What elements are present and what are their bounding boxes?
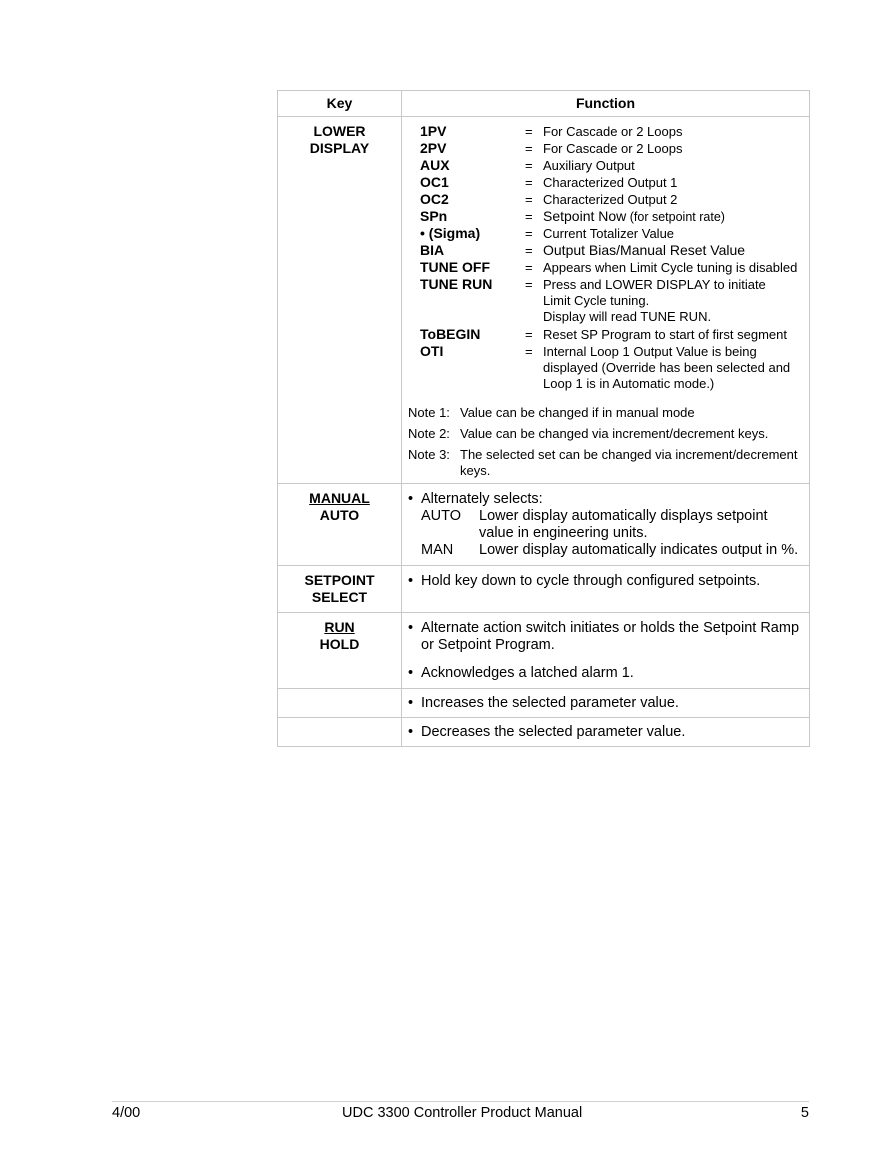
note-text — [460, 405, 803, 421]
description-line1: Characterized Output 1 — [543, 175, 678, 190]
header-function: Function — [402, 91, 810, 117]
footer-date: 4/00 — [112, 1105, 141, 1121]
description-line1: Press and LOWER DISPLAY to initiate — [543, 277, 766, 292]
description-line1: For Cascade or 2 Loops — [543, 124, 683, 139]
key-decrease-empty — [278, 718, 402, 747]
mode-label: AUTO — [421, 508, 462, 524]
code-description — [543, 242, 803, 259]
display-code: OTI — [420, 343, 444, 359]
code-description — [543, 192, 803, 208]
bullet-text — [421, 620, 803, 654]
code-description — [543, 208, 803, 225]
bullet: • — [408, 695, 414, 711]
bullet: • — [408, 665, 414, 681]
note-line1: Value can be changed if in manual mode — [460, 405, 695, 420]
bullet-text: Decreases the selected parameter value. — [421, 724, 686, 740]
description-line1: Internal Loop 1 Output Value is being — [543, 344, 757, 359]
key-label-line1: SETPOINT — [304, 572, 375, 588]
mode-label: MAN — [421, 542, 454, 558]
description-line1: Appears when Limit Cycle tuning is disabled — [543, 260, 798, 275]
display-code: AUX — [420, 157, 450, 173]
note-item — [408, 426, 803, 442]
description-note: (for setpoint rate) — [626, 210, 725, 224]
display-code: OC1 — [420, 174, 449, 190]
description-line: Display will read TUNE RUN. — [543, 309, 712, 324]
function-manual-auto — [402, 484, 810, 566]
note-line2: keys. — [460, 463, 491, 478]
note-label: Note 1: — [408, 405, 450, 420]
description-line: Limit Cycle tuning. — [543, 293, 650, 308]
description-line: Loop 1 is in Automatic mode.) — [543, 376, 715, 391]
display-code: OC2 — [420, 191, 449, 207]
mode-line1: Lower display automatically displays setpoint — [479, 508, 768, 524]
mode-description — [479, 508, 809, 542]
function-increase — [402, 689, 810, 718]
key-label-line1: LOWER — [313, 123, 366, 139]
mode-line1: Lower display automatically indicates output in %. — [479, 542, 799, 558]
bullet: • — [408, 491, 414, 507]
bullet: • — [408, 573, 414, 589]
list-item — [402, 491, 809, 508]
function-lower-display — [402, 117, 810, 484]
description-line1: Characterized Output 2 — [543, 192, 678, 207]
list-item — [402, 573, 809, 590]
note-line1: The selected set can be changed via increment/decrement — [460, 447, 798, 462]
code-description — [543, 277, 803, 325]
bullet-line2: or Setpoint Program. — [421, 637, 555, 653]
note-label: Note 3: — [408, 447, 450, 462]
key-label-line2: HOLD — [319, 636, 360, 652]
mode-man — [402, 542, 809, 559]
mode-line2: value in engineering units. — [479, 525, 648, 541]
description-line1: Setpoint Now — [543, 208, 627, 224]
key-manual-auto — [278, 484, 402, 566]
function-decrease — [402, 718, 810, 747]
key-label-line2: DISPLAY — [309, 140, 370, 156]
description-line1: Output Bias/Manual Reset Value — [543, 242, 746, 258]
display-code: • (Sigma) — [420, 225, 481, 241]
key-setpoint-select — [278, 566, 402, 613]
list-item — [420, 208, 803, 225]
key-lower-display — [278, 117, 402, 484]
description-line1: Reset SP Program to start of first segment — [543, 327, 787, 342]
bullet-text: Increases the selected parameter value. — [421, 695, 679, 711]
list-item — [402, 620, 809, 654]
key-function-table — [277, 90, 810, 747]
list-item — [420, 259, 803, 276]
key-increase-empty — [278, 689, 402, 718]
equals-sign: = — [525, 243, 533, 258]
display-code: ToBEGIN — [420, 326, 481, 342]
table-row-increase — [278, 689, 810, 718]
list-item — [420, 140, 803, 157]
table-row-decrease — [278, 718, 810, 747]
table-row-setpoint-select — [278, 566, 810, 613]
bullet-text: Alternately selects: — [421, 491, 543, 507]
bullet-text: Acknowledges a latched alarm 1. — [421, 665, 634, 681]
list-item — [420, 157, 803, 174]
description-line1: Auxiliary Output — [543, 158, 635, 173]
table-row-run-hold — [278, 613, 810, 689]
list-item — [420, 174, 803, 191]
notes-list — [408, 405, 803, 479]
list-item — [420, 276, 803, 325]
list-item — [420, 242, 803, 259]
code-description — [543, 175, 803, 191]
bullet: • — [408, 620, 414, 636]
header-key: Key — [278, 91, 402, 117]
key-label-line1: RUN — [324, 619, 355, 635]
note-item — [408, 405, 803, 421]
note-item — [408, 447, 803, 479]
list-item — [402, 695, 809, 712]
equals-sign: = — [525, 158, 533, 173]
equals-sign: = — [525, 277, 533, 292]
function-run-hold — [402, 613, 810, 689]
table-header-row — [278, 91, 810, 117]
list-item — [420, 343, 803, 392]
equals-sign: = — [525, 141, 533, 156]
function-setpoint-select — [402, 566, 810, 613]
code-description — [543, 158, 803, 174]
equals-sign: = — [525, 327, 533, 342]
footer-title: UDC 3300 Controller Product Manual — [342, 1105, 583, 1121]
equals-sign: = — [525, 175, 533, 190]
page-footer — [112, 1101, 809, 1126]
description-line1: Current Totalizer Value — [543, 226, 675, 241]
footer-page-number: 5 — [800, 1105, 809, 1121]
equals-sign: = — [525, 226, 533, 241]
key-label-line1: MANUAL — [309, 490, 370, 506]
table-row-manual-auto — [278, 484, 810, 566]
bullet-line1: Alternate action switch initiates or holds the Setpoint Ramp — [421, 620, 800, 636]
list-item — [402, 724, 809, 741]
code-description — [543, 226, 803, 242]
mode-auto — [402, 508, 809, 542]
list-item — [420, 123, 803, 140]
key-run-hold — [278, 613, 402, 689]
code-description — [543, 260, 803, 276]
bullet-text: Hold key down to cycle through configured setpoints. — [421, 573, 761, 589]
equals-sign: = — [525, 192, 533, 207]
display-code: 2PV — [420, 140, 447, 156]
display-code: BIA — [420, 242, 445, 258]
display-code: TUNE OFF — [420, 259, 490, 275]
code-description — [543, 327, 803, 343]
code-description — [543, 141, 803, 157]
list-item — [420, 225, 803, 242]
note-text — [460, 426, 803, 442]
list-item — [420, 191, 803, 208]
note-text — [460, 447, 803, 479]
key-label-line2: AUTO — [319, 507, 360, 523]
bullet: • — [408, 724, 414, 740]
code-description — [543, 124, 803, 140]
list-item — [420, 326, 803, 343]
display-code: TUNE RUN — [420, 276, 493, 292]
equals-sign: = — [525, 260, 533, 275]
equals-sign: = — [525, 124, 533, 139]
equals-sign: = — [525, 209, 533, 224]
equals-sign: = — [525, 344, 533, 359]
description-line1: For Cascade or 2 Loops — [543, 141, 683, 156]
key-label-line2: SELECT — [311, 589, 368, 605]
note-label: Note 2: — [408, 426, 450, 441]
table-row-lower-display — [278, 117, 810, 484]
display-code: 1PV — [420, 123, 447, 139]
display-code-list — [420, 123, 803, 392]
description-line: displayed (Override has been selected and — [543, 360, 791, 375]
note-line1: Value can be changed via increment/decrement keys. — [460, 426, 769, 441]
display-code: SPn — [420, 208, 448, 224]
code-description — [543, 344, 803, 392]
list-item — [402, 665, 809, 682]
